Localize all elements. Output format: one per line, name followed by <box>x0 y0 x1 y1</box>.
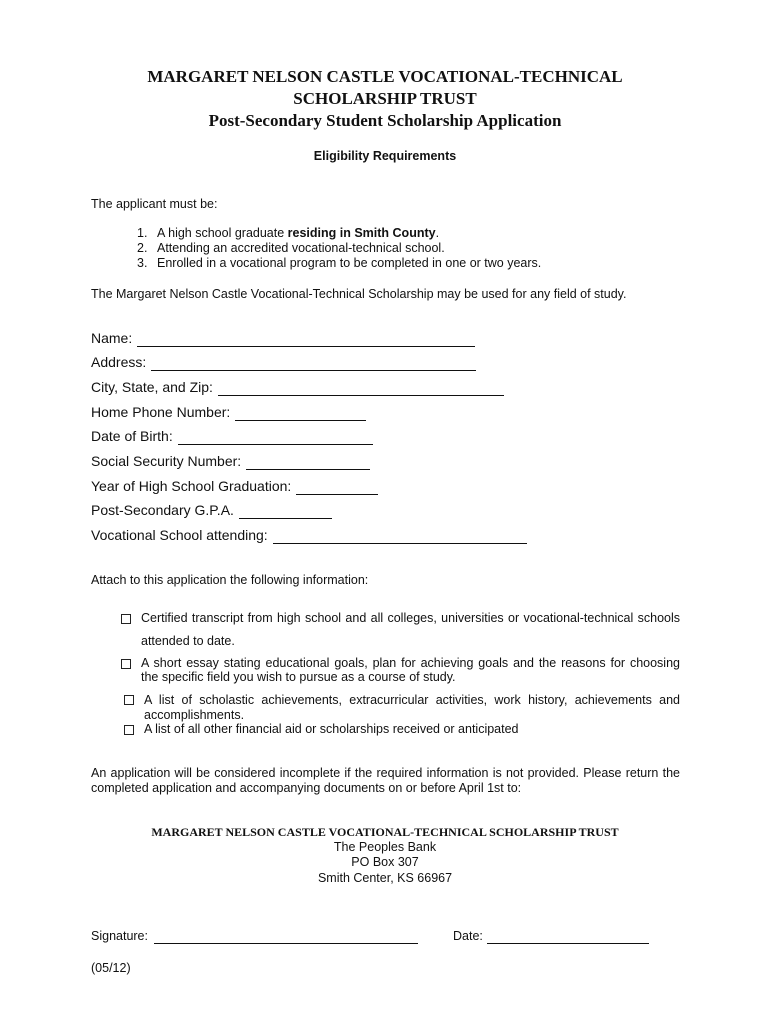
checkbox-icon[interactable] <box>121 614 131 624</box>
signature-label: Signature: <box>91 929 148 943</box>
eligibility-intro: The applicant must be: <box>91 197 218 211</box>
gpa-input-line[interactable] <box>239 504 332 519</box>
form-title: Post-Secondary Student Scholarship Application <box>208 111 562 130</box>
city-state-zip-input-line[interactable] <box>218 381 504 396</box>
gpa-label: Post-Secondary G.P.A. <box>91 502 234 518</box>
requirement-2 <box>137 241 445 256</box>
checkbox-icon[interactable] <box>124 695 134 705</box>
requirement-number: 1. <box>137 226 148 240</box>
trust-name-line2: SCHOLARSHIP TRUST <box>293 89 477 108</box>
ssn-label: Social Security Number: <box>91 453 242 469</box>
home-phone-label: Home Phone Number: <box>91 404 231 420</box>
signature-line[interactable] <box>154 942 418 944</box>
form-revision-code: (05/12) <box>91 961 131 975</box>
name-input-line[interactable] <box>137 332 475 347</box>
attachment-text: Certified transcript from high school and all colleges, universities or vocational-technical schools <box>141 611 680 625</box>
vocational-school-input-line[interactable] <box>273 529 527 544</box>
checkbox-icon[interactable] <box>121 659 131 669</box>
vocational-school-label: Vocational School attending: <box>91 527 268 543</box>
gpa-field[interactable] <box>91 501 332 519</box>
date-of-birth-field[interactable] <box>91 427 373 445</box>
attachment-text: A list of scholastic achievements, extracurricular activities, work history, achievements and <box>144 693 680 707</box>
graduation-year-field[interactable] <box>91 477 378 495</box>
attachments-intro: Attach to this application the following information: <box>91 573 369 587</box>
return-address-org: MARGARET NELSON CASTLE VOCATIONAL-TECHNICAL SCHOLARSHIP TRUST <box>151 825 619 839</box>
attachment-essay <box>141 656 680 671</box>
ssn-field[interactable] <box>91 452 370 470</box>
requirement-emphasis: residing in Smith County <box>287 226 436 240</box>
closing-line-1: An application will be considered incomplete if the required information is not provided. Please return the <box>91 766 680 780</box>
ssn-input-line[interactable] <box>246 455 370 470</box>
address-label: Address: <box>91 354 147 370</box>
requirement-text: A high school graduate <box>157 226 288 240</box>
return-address-box: PO Box 307 <box>351 855 419 869</box>
attachment-transcript <box>141 611 680 626</box>
closing-line-2: completed application and accompanying documents on or before April 1st to: <box>91 781 522 795</box>
requirement-1 <box>137 226 439 241</box>
attachment-text-cont: attended to date. <box>141 634 235 648</box>
date-label: Date: <box>453 929 483 943</box>
date-of-birth-input-line[interactable] <box>178 430 373 445</box>
attachment-text: A short essay stating educational goals, plan for achieving goals and the reasons for choosing <box>141 656 680 670</box>
field-of-study-note: The Margaret Nelson Castle Vocational-Technical Scholarship may be used for any field of study. <box>91 287 627 301</box>
trust-name-line1: MARGARET NELSON CASTLE VOCATIONAL-TECHNICAL <box>147 67 623 86</box>
section-heading-eligibility: Eligibility Requirements <box>313 149 457 163</box>
graduation-year-label: Year of High School Graduation: <box>91 478 292 494</box>
address-field[interactable] <box>91 353 476 371</box>
name-field[interactable] <box>91 329 475 347</box>
name-label: Name: <box>91 330 133 346</box>
home-phone-input-line[interactable] <box>235 406 366 421</box>
requirement-punct: . <box>435 226 440 240</box>
requirement-number: 3. <box>137 256 148 270</box>
attachment-text-cont: the specific field you wish to pursue as a course of study. <box>141 670 456 684</box>
closing-paragraph <box>91 766 680 781</box>
attachment-achievements <box>144 693 680 708</box>
attachment-financial-aid: A list of all other financial aid or scholarships received or anticipated <box>144 722 519 736</box>
return-address-city: Smith Center, KS 66967 <box>317 871 453 885</box>
return-address-bank: The Peoples Bank <box>333 840 437 854</box>
address-input-line[interactable] <box>151 356 476 371</box>
attachment-text-cont: accomplishments. <box>144 708 245 722</box>
city-state-zip-field[interactable] <box>91 378 504 396</box>
vocational-school-field[interactable] <box>91 526 527 544</box>
home-phone-field[interactable] <box>91 403 366 421</box>
graduation-year-input-line[interactable] <box>296 480 378 495</box>
requirement-3 <box>137 256 541 271</box>
date-of-birth-label: Date of Birth: <box>91 428 173 444</box>
city-state-zip-label: City, State, and Zip: <box>91 379 213 395</box>
checkbox-icon[interactable] <box>124 725 134 735</box>
requirement-number: 2. <box>137 241 148 255</box>
requirement-text: Attending an accredited vocational-technical school. <box>157 241 445 255</box>
requirement-text: Enrolled in a vocational program to be completed in one or two years. <box>157 256 542 270</box>
date-line[interactable] <box>487 942 649 944</box>
